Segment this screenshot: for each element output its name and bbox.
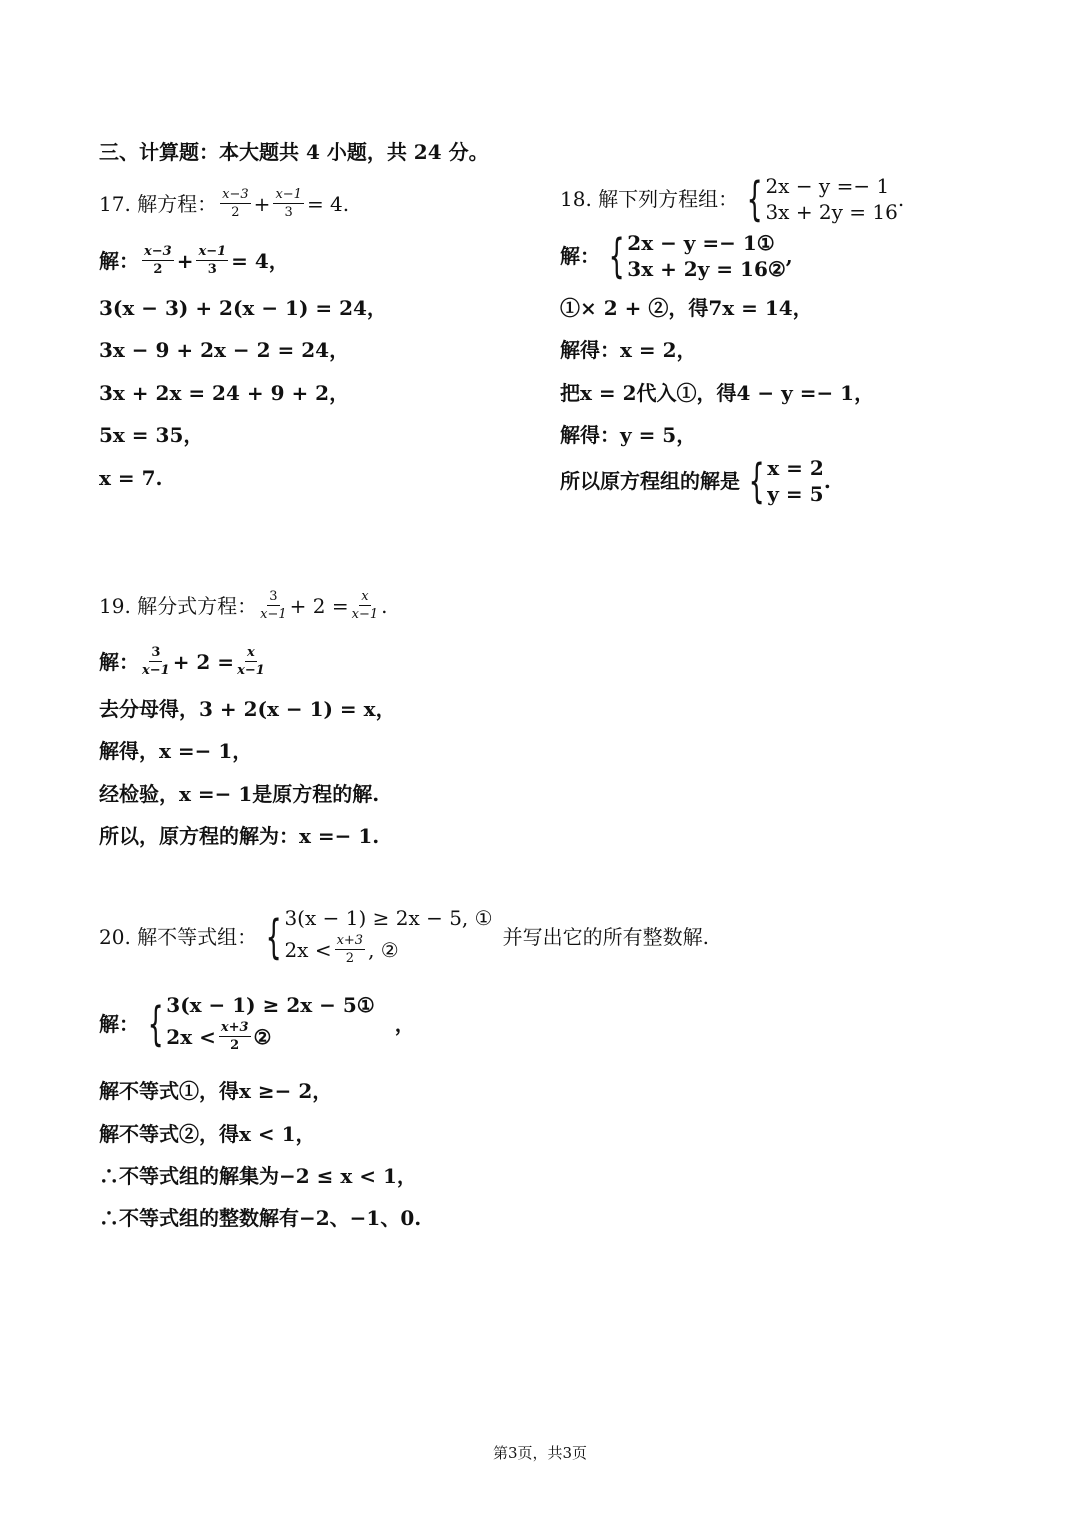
solution-18-intro (560, 229, 793, 283)
q20-prompt: 20. 解不等式组： (99, 924, 258, 949)
solution-19-intro (99, 646, 268, 677)
denominator: 2 (231, 205, 240, 220)
q17-tail: = 4. (306, 191, 350, 216)
q19-prompt: 19. 解分式方程： (99, 593, 258, 618)
fraction (219, 1021, 251, 1052)
inequality: 3(x − 1) ≥ 2x − 5① (166, 993, 375, 1017)
brace-icon: { (746, 172, 763, 226)
solution-20-intro (99, 995, 415, 1052)
sol18-equation-system (602, 229, 786, 283)
denominator: 2 (230, 1038, 240, 1053)
page-footer: 第3页，共3页 (492, 1444, 588, 1462)
question-20 (99, 908, 709, 965)
q17-fraction-1 (220, 188, 251, 219)
numerator: 3 (269, 589, 278, 604)
denominator: x−1 (142, 663, 170, 678)
sol18-step: ①× 2 + ②，得7x = 14， (560, 296, 813, 320)
denominator: 3 (207, 262, 217, 277)
solution-label: 解： (99, 649, 139, 674)
sol19-fraction-1 (142, 646, 170, 677)
sol17-tail: = 4， (231, 248, 289, 273)
sol17-step: x = 7. (99, 466, 163, 490)
denominator: x−1 (237, 663, 265, 678)
brace-icon: { (147, 996, 164, 1051)
sol17-step: 3x − 9 + 2x − 2 = 24， (99, 338, 350, 362)
fraction (335, 934, 366, 965)
sol18-step: 解得：x = 2， (560, 338, 697, 362)
denominator: x−1 (351, 607, 379, 622)
answer-tail: . (823, 469, 831, 493)
q20-inequality-system (259, 908, 492, 965)
q20-tail: 并写出它的所有整数解. (502, 924, 709, 949)
denominator: 2 (345, 951, 354, 966)
brace-icon: { (265, 909, 282, 964)
q18-equation-system (740, 172, 898, 226)
q19-mid: + 2 = (289, 593, 349, 618)
sol20-step: 解不等式②，得x < 1， (99, 1122, 316, 1146)
sol17-fraction-2 (196, 245, 228, 276)
sol17-step: 3(x − 3) + 2(x − 1) = 24， (99, 296, 387, 320)
q18-prompt: 18. 解下列方程组： (560, 187, 739, 211)
answer-system (742, 454, 824, 508)
numerator: 3 (151, 645, 161, 660)
sol19-fraction-2 (237, 646, 265, 677)
sol19-step: 经检验，x =− 1是原方程的解. (99, 782, 380, 806)
sol20-step: 解不等式①，得x ≥− 2， (99, 1079, 333, 1103)
solution-label: 解： (99, 248, 139, 273)
sol17-step: 3x + 2x = 24 + 9 + 2， (99, 381, 350, 405)
solution-label: 解： (99, 1011, 139, 1036)
denominator: 2 (153, 262, 163, 277)
sol18-tail: , (785, 244, 793, 268)
equation: 2x − y =− 1① (627, 231, 775, 255)
inequality-tail: ② (253, 1024, 272, 1049)
numerator: x+3 (336, 933, 364, 948)
numerator: x−1 (275, 187, 302, 202)
equation: y = 5 (767, 482, 824, 506)
inequality-lhs: 2x < (284, 937, 332, 962)
q19-fraction-2 (352, 590, 379, 621)
sol18-conclusion (560, 454, 831, 508)
plus-sign: + (176, 248, 194, 273)
plus-sign: + (253, 191, 271, 216)
inequality: 3(x − 1) ≥ 2x − 5, ① (284, 906, 493, 930)
inequality (166, 1021, 374, 1052)
sol18-step: 把x = 2代入①，得4 − y =− 1， (560, 381, 875, 405)
equation: 2x − y =− 1 (765, 174, 890, 198)
q19-fraction-1 (260, 590, 287, 621)
sol18-step: 解得：y = 5， (560, 423, 697, 447)
numerator: x−3 (222, 187, 249, 202)
q19-tail: . (381, 593, 388, 618)
question-19 (99, 590, 388, 621)
q17-fraction-2 (273, 188, 304, 219)
question-18 (560, 172, 905, 226)
brace-icon: { (608, 229, 625, 283)
denominator: x−1 (260, 607, 287, 622)
sol20-step: ∴不等式组的整数解有−2、−1、0. (99, 1206, 422, 1230)
equation: 3x + 2y = 16② (627, 257, 786, 281)
denominator: 3 (284, 205, 293, 220)
equation: x = 2 (767, 456, 824, 480)
sol19-step: 所以，原方程的解为：x =− 1. (99, 824, 380, 848)
inequality-tail: , ② (368, 937, 399, 962)
q18-tail: . (897, 187, 905, 211)
solution-label: 解： (560, 244, 600, 268)
brace-icon: { (748, 454, 765, 508)
conclusion-text: 所以原方程组的解是 (560, 469, 740, 493)
sol17-step: 5x = 35， (99, 423, 204, 447)
sol20-inequality-system (141, 995, 375, 1052)
numerator: x−1 (198, 244, 227, 259)
sol17-fraction-1 (142, 245, 174, 276)
numerator: x (361, 589, 369, 604)
numerator: x+3 (220, 1020, 249, 1035)
equation: 3x + 2y = 16 (765, 200, 898, 224)
sol20-step: ∴不等式组的解集为−2 ≤ x < 1， (99, 1164, 417, 1188)
numerator: x−3 (144, 244, 172, 259)
sol19-step: 解得，x =− 1， (99, 739, 253, 763)
section-header: 三、计算题：本大题共 4 小题，共 24 分。 (99, 140, 489, 164)
numerator: x (247, 645, 255, 660)
q17-prompt: 17. 解方程： (99, 191, 218, 216)
solution-17-intro (99, 245, 289, 276)
question-17 (99, 188, 349, 219)
inequality-lhs: 2x < (166, 1024, 216, 1049)
inequality (284, 934, 492, 965)
sol19-step: 去分母得，3 + 2(x − 1) = x， (99, 697, 396, 721)
sol19-mid: + 2 = (172, 649, 235, 674)
sol20-tail: ， (394, 1011, 415, 1036)
